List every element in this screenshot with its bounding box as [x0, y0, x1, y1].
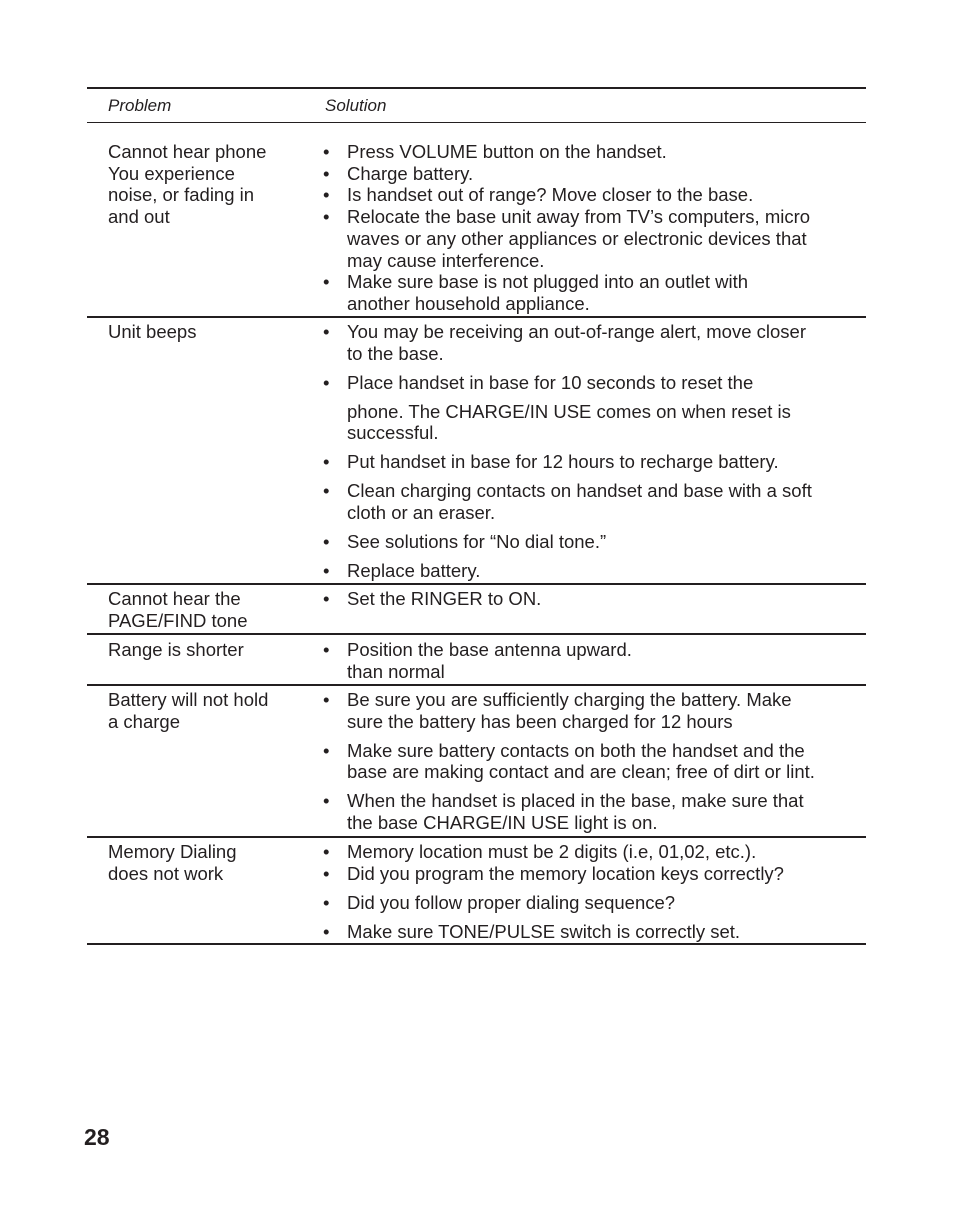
solution-cell	[323, 689, 815, 834]
solution-text: waves or any other appliances or electronic devices that	[347, 227, 807, 249]
solution-text: Relocate the base unit away from TV’s computers, micro	[347, 206, 811, 228]
problem-cell	[108, 841, 237, 884]
solution-item	[323, 863, 784, 885]
solution-item	[323, 141, 810, 163]
bullet-icon: •	[323, 321, 330, 342]
bullet-icon: •	[323, 271, 330, 293]
solution-text: may cause interference.	[347, 249, 545, 271]
row-rule	[87, 633, 866, 635]
solution-item	[323, 480, 812, 523]
solution-item	[323, 163, 810, 185]
header-rule	[87, 122, 866, 123]
solution-item	[323, 372, 812, 394]
header-solution: Solution	[325, 96, 387, 115]
solution-item	[323, 689, 815, 732]
solution-item	[323, 560, 812, 582]
solution-item	[323, 841, 784, 863]
bullet-icon: •	[323, 451, 330, 473]
page-number: 28	[84, 1124, 110, 1150]
solution-text: When the handset is placed in the base, make sure that	[347, 790, 804, 812]
table-top-rule	[87, 87, 866, 89]
problem-text: Cannot hear phone	[108, 141, 267, 162]
bullet-icon: •	[323, 689, 330, 710]
problem-cell	[108, 588, 247, 631]
row-rule	[87, 684, 866, 686]
solution-text: Make sure base is not plugged into an outlet with	[347, 271, 749, 293]
solution-item	[323, 451, 812, 473]
solution-text: than normal	[347, 660, 445, 682]
problem-text: and out	[108, 206, 170, 228]
solution-text: Press VOLUME button on the handset.	[347, 141, 667, 162]
solution-item	[323, 401, 812, 444]
solution-cell	[323, 321, 812, 582]
bullet-icon: •	[323, 531, 330, 553]
solution-text: Memory location must be 2 digits (i.e, 01,02, etc.).	[347, 841, 757, 862]
solution-text: base are making contact and are clean; free of dirt or lint.	[347, 761, 815, 783]
bullet-icon: •	[323, 560, 330, 582]
solution-item	[323, 921, 784, 943]
solution-text: the base CHARGE/IN USE light is on.	[347, 812, 658, 834]
solution-item	[323, 790, 815, 833]
row-rule	[87, 316, 866, 318]
problem-text: PAGE/FIND tone	[108, 609, 248, 631]
problem-text: Unit beeps	[108, 321, 197, 342]
solution-text: Did you follow proper dialing sequence?	[347, 891, 676, 913]
problem-cell	[108, 639, 244, 661]
bullet-icon: •	[323, 790, 330, 812]
problem-cell	[108, 321, 196, 343]
problem-text: noise, or fading in	[108, 184, 255, 206]
solution-item	[323, 531, 812, 553]
solution-item	[323, 661, 632, 683]
row-rule	[87, 836, 866, 838]
solution-text: Place handset in base for 10 seconds to reset the	[347, 371, 754, 393]
solution-text: Set the RINGER to ON.	[347, 588, 542, 609]
solution-item	[323, 892, 784, 914]
solution-text: Did you program the memory location keys correctly?	[347, 862, 784, 884]
solution-text: phone. The CHARGE/IN USE comes on when reset is	[347, 400, 791, 422]
bullet-icon: •	[323, 184, 330, 206]
bullet-icon: •	[323, 862, 330, 884]
bullet-icon: •	[323, 206, 330, 228]
solution-cell	[323, 588, 541, 610]
solution-text: Put handset in base for 12 hours to recharge battery.	[347, 451, 779, 473]
problem-text: Range is shorter	[108, 639, 244, 660]
problem-text: Battery will not hold	[108, 689, 269, 710]
solution-text: to the base.	[347, 342, 444, 364]
solution-item	[323, 639, 632, 661]
solution-text: Position the base antenna upward.	[347, 639, 632, 660]
solution-item	[323, 321, 812, 364]
bullet-icon: •	[323, 891, 330, 913]
problem-text: Memory Dialing	[108, 841, 237, 862]
bullet-icon: •	[323, 739, 330, 761]
solution-item	[323, 740, 815, 783]
solution-text: Clean charging contacts on handset and base with a soft	[347, 480, 812, 502]
solution-text: Is handset out of range? Move closer to the base.	[347, 184, 754, 206]
solution-cell	[323, 141, 810, 315]
solution-item	[323, 588, 541, 610]
bullet-icon: •	[323, 588, 330, 609]
solution-text: Be sure you are sufficiently charging the battery. Make	[347, 689, 792, 710]
header-problem: Problem	[108, 96, 172, 115]
bullet-icon: •	[323, 371, 330, 393]
solution-item	[323, 271, 810, 314]
solution-cell	[323, 841, 784, 942]
solution-text: You may be receiving an out-of-range alert, move closer	[347, 321, 806, 342]
problem-text: does not work	[108, 862, 224, 884]
problem-text: Cannot hear the	[108, 588, 241, 609]
solution-text: See solutions for “No dial tone.”	[347, 531, 607, 553]
problem-text: You experience	[108, 162, 235, 184]
solution-cell	[323, 639, 632, 682]
problem-text: a charge	[108, 710, 180, 732]
solution-item	[323, 206, 810, 271]
bullet-icon: •	[323, 920, 330, 942]
row-rule	[87, 583, 866, 585]
solution-text: Make sure battery contacts on both the handset and the	[347, 739, 805, 761]
problem-cell	[108, 141, 266, 228]
bullet-icon: •	[323, 480, 330, 502]
bullet-icon: •	[323, 141, 330, 162]
bullet-icon: •	[323, 639, 330, 660]
solution-text: Make sure TONE/PULSE switch is correctly set.	[347, 920, 741, 942]
solution-text: Charge battery.	[347, 162, 474, 184]
solution-text: cloth or an eraser.	[347, 502, 496, 524]
problem-cell	[108, 689, 268, 732]
solution-text: sure the battery has been charged for 12 hours	[347, 710, 733, 732]
solution-text: Replace battery.	[347, 560, 481, 582]
bullet-icon: •	[323, 162, 330, 184]
solution-text: another household appliance.	[347, 292, 590, 314]
bullet-icon: •	[323, 841, 330, 862]
solution-text: successful.	[347, 422, 439, 444]
row-rule	[87, 943, 866, 945]
solution-item	[323, 184, 810, 206]
